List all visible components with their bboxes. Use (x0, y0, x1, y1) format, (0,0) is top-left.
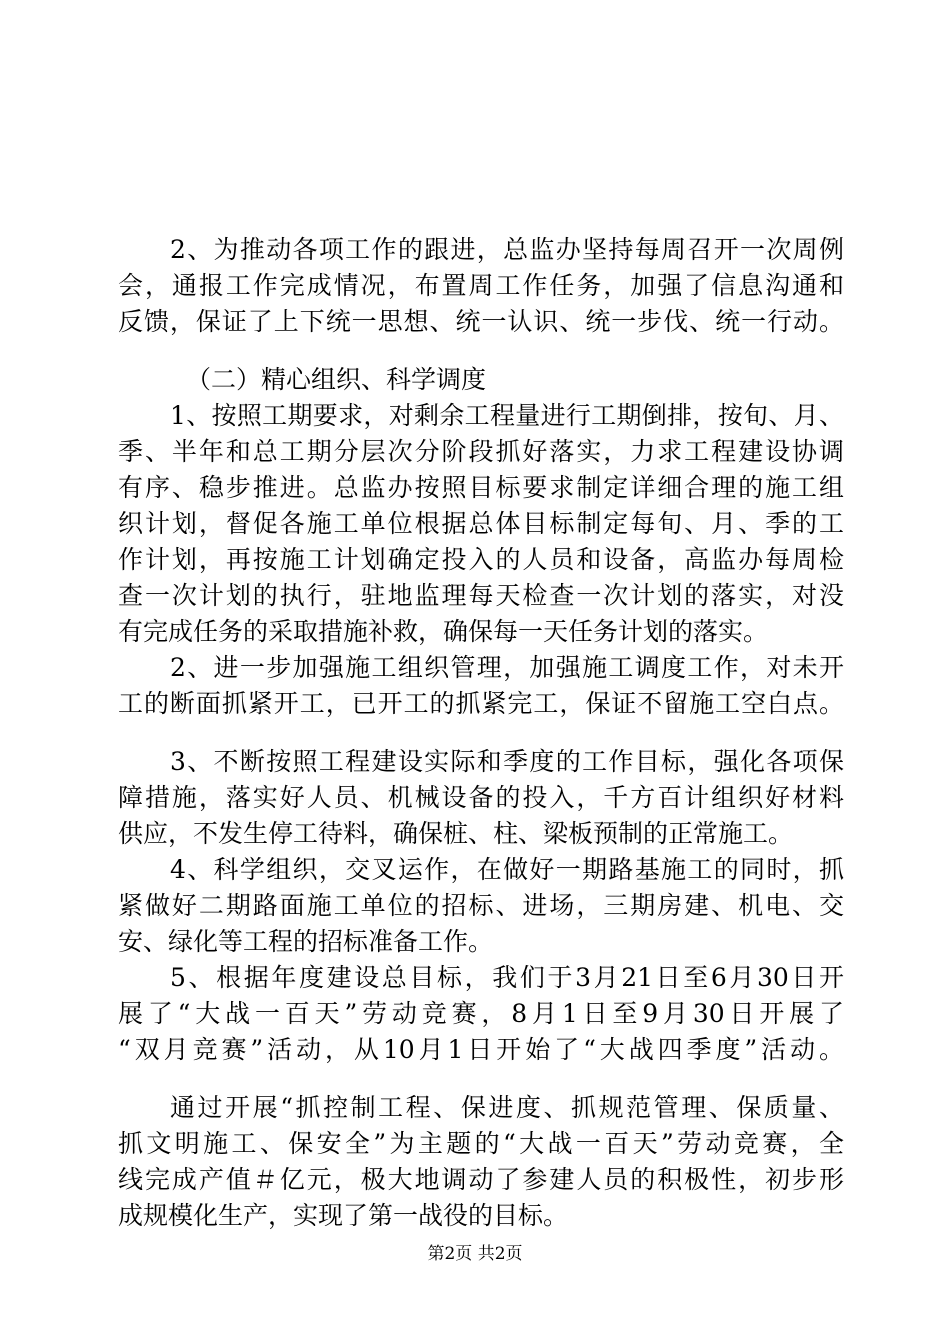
paragraph-line: 安、绿化等工程的招标准备工作。 (118, 927, 494, 956)
paragraph-line: 作计划，再按施工计划确定投入的人员和设备，高监办每周检 (118, 545, 844, 574)
paragraph-line: 工的断面抓紧开工，已开工的抓紧完工，保证不留施工空白点。 (118, 689, 844, 718)
paragraph-line: 5、根据年度建设总目标，我们于3月21日至6月30日开 (170, 963, 844, 992)
paragraph-line: 有完成任务的采取措施补救，确保每一天任务计划的落实。 (118, 617, 769, 646)
page-number-footer: 第2页 共2页 (427, 1244, 523, 1264)
section-heading: （二）精心组织、科学调度 (186, 365, 487, 394)
paragraph-line: 会，通报工作完成情况，布置周工作任务，加强了信息沟通和 (118, 271, 844, 300)
paragraph-line: 障措施，落实好人员、机械设备的投入，千方百计组织好材料 (118, 783, 844, 812)
paragraph-line: 有序、稳步推进。总监办按照目标要求制定详细合理的施工组 (118, 473, 844, 502)
paragraph-line: 展了“大战一百天”劳动竞赛，8月1日至9月30日开展了 (118, 999, 844, 1028)
paragraph-line: 织计划，督促各施工单位根据总体目标制定每旬、月、季的工 (118, 509, 844, 538)
paragraph-line: 成规模化生产，实现了第一战役的目标。 (118, 1201, 569, 1230)
paragraph-line: 通过开展“抓控制工程、保进度、抓规范管理、保质量、 (170, 1093, 844, 1122)
paragraph-line: 反馈，保证了上下统一思想、统一认识、统一步伐、统一行动。 (118, 307, 844, 336)
paragraph-line: 3、不断按照工程建设实际和季度的工作目标，强化各项保 (170, 747, 844, 776)
paragraph-line: 紧做好二期路面施工单位的招标、进场，三期房建、机电、交 (118, 891, 844, 920)
paragraph-line: 4、科学组织，交叉运作，在做好一期路基施工的同时，抓 (170, 855, 844, 884)
paragraph-line: 查一次计划的执行，驻地监理每天检查一次计划的落实，对没 (118, 581, 844, 610)
paragraph-line: 2、进一步加强施工组织管理，加强施工调度工作，对未开 (170, 653, 844, 682)
paragraph-line: 供应，不发生停工待料，确保桩、柱、梁板预制的正常施工。 (118, 819, 794, 848)
paragraph-line: “双月竞赛”活动，从10月1日开始了“大战四季度”活动。 (118, 1035, 844, 1064)
paragraph-line: 1、按照工期要求，对剩余工程量进行工期倒排，按旬、月、 (170, 401, 844, 430)
paragraph-line: 2、为推动各项工作的跟进，总监办坚持每周召开一次周例 (170, 235, 844, 264)
paragraph-line: 线完成产值＃亿元，极大地调动了参建人员的积极性，初步形 (118, 1165, 844, 1194)
paragraph-line: 季、半年和总工期分层次分阶段抓好落实，力求工程建设协调 (118, 437, 844, 466)
paragraph-line: 抓文明施工、保安全”为主题的“大战一百天”劳动竞赛，全 (118, 1129, 844, 1158)
